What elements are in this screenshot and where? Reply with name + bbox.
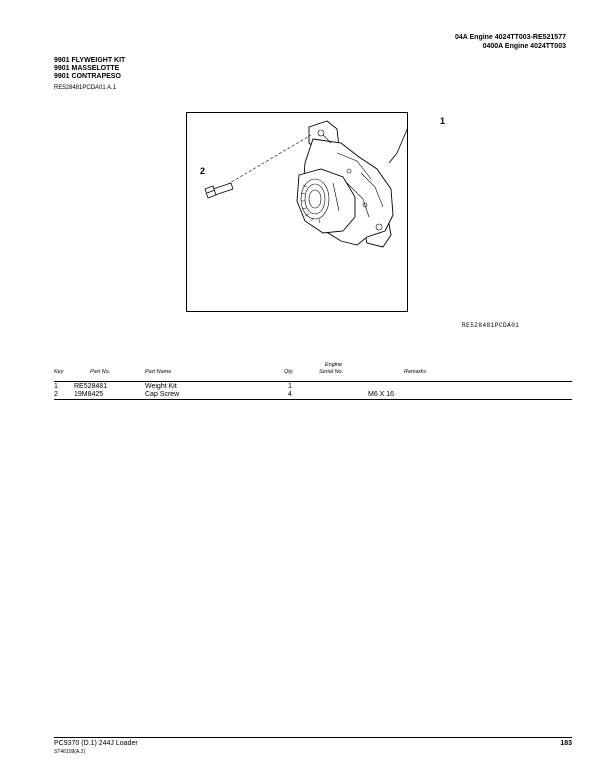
flyweight-kit-illustration (187, 113, 407, 311)
row-part-name: Cap Screw (145, 391, 180, 398)
title-spanish: 9901 CONTRAPESO (54, 73, 121, 80)
table-bottom-rule (54, 399, 572, 400)
footer-subcode: ST46109(A.2) (54, 749, 86, 755)
row-qty: 4 (288, 391, 292, 398)
footer-rule (54, 737, 572, 738)
col-header-serial-no: Serial No. (319, 369, 344, 375)
col-header-key: Key (54, 369, 64, 375)
row-part-no: RE528481 (74, 383, 108, 390)
col-header-engine: Engine (325, 362, 343, 368)
col-header-remarks: Remarks (404, 369, 427, 375)
row-remarks: M6 X 16 (368, 391, 395, 398)
table-row (0, 391, 600, 399)
figure-reference: RE528481PCDA01 A.1 (54, 85, 117, 91)
title-french: 9901 MASSELOTTE (54, 65, 120, 72)
callout-2: 2 (200, 166, 206, 176)
footer-document: PC9370 (D.1) 244J Loader (54, 740, 138, 747)
row-key: 2 (54, 391, 58, 398)
page-number: 183 (560, 740, 572, 747)
table-row (0, 383, 600, 391)
row-part-no: 19M8425 (74, 391, 104, 398)
callout-1: 1 (440, 116, 446, 126)
row-part-name: Weight Kit (145, 383, 177, 390)
col-header-qty: Qty. (284, 369, 294, 375)
col-header-part-name: Part Name (145, 369, 172, 375)
row-qty: 1 (288, 383, 292, 390)
header-line-1: 04A Engine 4024TT003-RE521577 (454, 34, 566, 41)
row-key: 1 (54, 383, 58, 390)
title-english: 9901 FLYWEIGHT KIT (54, 57, 126, 64)
figure-caption: RE528481PCDA01 (462, 322, 520, 329)
col-header-part-no: Part No. (90, 369, 111, 375)
parts-illustration-frame (186, 112, 408, 312)
table-header-rule (54, 381, 572, 382)
header-line-2: 0400A Engine 4024TT003 (482, 43, 566, 50)
